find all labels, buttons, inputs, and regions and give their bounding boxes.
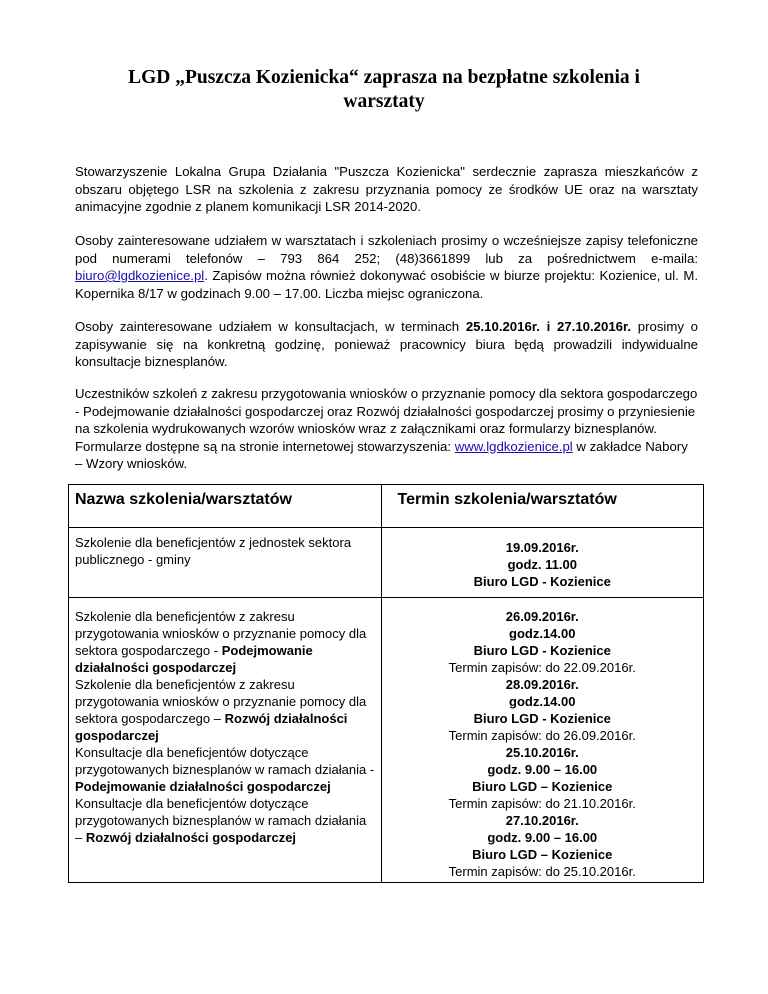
consultation-paragraph [75,318,698,371]
training-time: godz. 9.00 – 16.00 [487,830,598,845]
training-name: Konsultacje dla beneficjentów dotyczące przygotowanych biznesplanów w ramach działania – [75,796,367,845]
training-name-bold: Rozwój działalności gospodarczej [75,711,348,743]
contact-text: Osoby zainteresowane udziałem w warsztatach i szkoleniach prosimy o wcześniejsze zapisy telefoniczne pod numerami telefonów – 793 864 252; (48)3661899 lub za pośrednictwem e-maila: [75,233,698,266]
consultation-dates: 25.10.2016r. i 27.10.2016r. [465,319,632,334]
participants-paragraph [75,385,698,473]
training-term-cell [381,598,704,883]
training-place: Biuro LGD - Kozienice [473,711,611,726]
training-signup: Termin zapisów: do 21.10.2016r. [448,796,636,811]
participants-text-continued: w zakładce Nabory – Wzory wniosków. [75,438,688,471]
training-date: 27.10.2016r. [505,813,579,828]
training-time: godz. 9.00 – 16.00 [487,762,598,777]
training-name-cell [69,598,382,883]
email-link[interactable]: biuro@lgdkozienice.pl [75,268,205,283]
intro-paragraph: Stowarzyszenie Lokalna Grupa Działania "Puszcza Kozienicka" serdecznie zaprasza mieszkańców z obszaru objętego LSR na szkolenia z zakresu przyznania pomocy ze środków UE oraz na warsztaty animacyjne zgodnie z planem komunikacji LSR 2014-2020. [75,164,698,214]
training-term-cell [381,528,704,598]
table-row [69,598,704,883]
contact-paragraph [75,232,698,302]
table-row [69,528,704,598]
header-training-date: Termin szkolenia/warsztatów [381,485,704,528]
training-signup: Termin zapisów: do 26.09.2016r. [448,728,636,743]
training-name: Szkolenie dla beneficjentów z zakresu przygotowania wniosków o przyznanie pomocy dla sektora gospodarczego - [75,609,367,658]
website-link[interactable]: www.lgdkozienice.pl [454,438,573,454]
contact-text-continued: . Zapisów można również dokonywać osobiście w biurze projektu: Kozienice, ul. M. Kopernika 8/17 w godzinach 9.00 – 17.00. Liczba miejsc ograniczona. [75,268,698,301]
training-name: Szkolenie dla beneficjentów z jednostek sektora publicznego - gminy [75,535,352,567]
training-name-cell [69,528,382,598]
page-title: LGD „Puszcza Kozienicka“ zaprasza na bezpłatne szkolenia i warsztaty [128,67,640,112]
training-place: Biuro LGD - Kozienice [473,643,611,658]
training-signup: Termin zapisów: do 22.09.2016r. [448,660,636,675]
header-training-name: Nazwa szkolenia/warsztatów [69,485,382,528]
training-place: Biuro LGD – Kozienice [472,847,613,862]
table-header-row [69,485,704,528]
schedule-table [68,484,704,883]
training-time: godz. 11.00 [507,557,577,572]
training-date: 26.09.2016r. [505,609,579,624]
training-date: 28.09.2016r. [505,677,579,692]
training-name-bold: Podejmowanie działalności gospodarczej [75,779,331,794]
training-name: Szkolenie dla beneficjentów z zakresu przygotowania wniosków o przyznanie pomocy dla sektora gospodarczego – [75,677,367,726]
training-date: 25.10.2016r. [505,745,579,760]
training-name-bold: Rozwój działalności gospodarczej [85,830,297,845]
participants-text: Uczestników szkoleń z zakresu przygotowania wniosków o przyznanie pomocy dla sektora gospodarczego - Podejmowanie działalności gospodarczej oraz Rozwój działalności gospodarczej prosimy o przyniesienie na szkolenia wydrukowanych wzorów wniosków wraz z załącznikami oraz formularzy biznesplanów. Formularze dostępne są na stronie internetowej stowarzyszenia: [75,386,698,454]
training-place: Biuro LGD – Kozienice [472,779,613,794]
training-date: 19.09.2016r. [505,540,579,555]
training-place: Biuro LGD - Kozienice [473,574,611,589]
training-name-bold: Podejmowanie działalności gospodarczej [75,643,313,675]
consultation-text-continued: prosimy o zapisywanie się na konkretną godzinę, ponieważ pracownicy biura będą prowadzili indywidualne konsultacje biznesplanów. [75,319,698,369]
consultation-text: Osoby zainteresowane udziałem w konsultacjach, w terminach [75,319,466,334]
training-name: Konsultacje dla beneficjentów dotyczące przygotowanych biznesplanów w ramach działania - [75,745,375,777]
training-time: godz.14.00 [509,694,576,709]
training-signup: Termin zapisów: do 25.10.2016r. [448,864,636,879]
training-time: godz.14.00 [509,626,576,641]
